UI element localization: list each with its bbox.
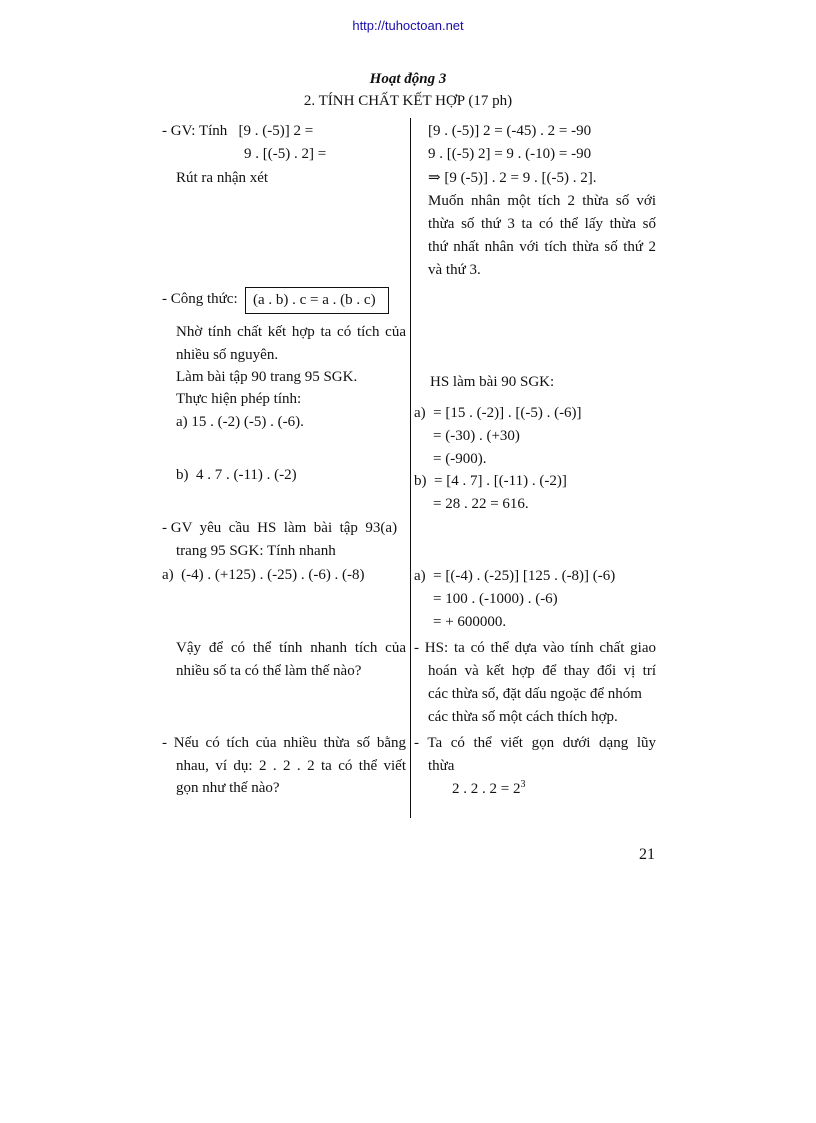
result-line-5: thừa số thứ 3 ta có thể lấy thừa số xyxy=(428,216,656,232)
conclude-text: Rút ra nhận xét xyxy=(176,170,269,186)
column-divider xyxy=(410,118,411,818)
gv-compute-line-2: 9 . [(-5) . 2] = xyxy=(244,146,327,162)
result-line-1: [9 . (-5)] 2 = (-45) . 2 = -90 xyxy=(428,123,592,139)
hs-exercise-90: HS làm bài 90 SGK: xyxy=(430,374,555,390)
result-line-2: 9 . [(-5) 2] = 9 . (-10) = -90 xyxy=(428,146,592,162)
answer-a-line-3: = (-900). xyxy=(433,451,487,467)
exercise-93-line-1: - GV yêu cầu HS làm bài tập 93(a) xyxy=(162,520,398,536)
answer-93a-line-2: = 100 . (-1000) . (-6) xyxy=(433,591,558,607)
result-line-4: Muốn nhân một tích 2 thừa số với xyxy=(428,193,656,209)
exercise-90b: b) 4 . 7 . (-11) . (-2) xyxy=(176,467,297,483)
result-line-7: và thứ 3. xyxy=(428,262,481,278)
exercise-93-line-2: trang 95 SGK: Tính nhanh xyxy=(176,543,336,559)
power-exponent: 3 xyxy=(520,779,526,790)
exercise-90a: a) 15 . (-2) (-5) . (-6). xyxy=(176,414,304,430)
section-title: 2. TÍNH CHẤT KẾT HỢP (17 ph) xyxy=(303,93,513,109)
gv-compute-line-1: - GV: Tính [9 . (-5)] 2 = xyxy=(162,123,314,139)
exercise-90: Làm bài tập 90 trang 95 SGK. xyxy=(176,369,358,385)
formula-label: - Công thức: xyxy=(162,291,238,307)
activity-title: Hoạt động 3 xyxy=(369,71,447,87)
power-answer-2: thừa xyxy=(428,758,455,774)
answer-93a-line-1: a) = [(-4) . (-25)] [125 . (-8)] (-6) xyxy=(414,568,616,584)
answer-93a-line-3: = + 600000. xyxy=(433,614,507,630)
power-question-3: gọn như thế nào? xyxy=(176,780,280,796)
power-answer-1: - Ta có thể viết gọn dưới dạng lũy xyxy=(414,735,656,751)
answer-b-line-1: b) = [4 . 7] . [(-11) . (-2)] xyxy=(414,473,567,489)
power-question-1: - Nếu có tích của nhiều thừa số bằng xyxy=(162,735,406,751)
answer-a-line-1: a) = [15 . (-2)] . [(-5) . (-6)] xyxy=(414,405,582,421)
hs-answer-4: các thừa số một cách thích hợp. xyxy=(428,709,618,725)
result-line-3: ⇒ [9 (-5)] . 2 = 9 . [(-5) . 2]. xyxy=(428,170,597,186)
power-question-2: nhau, ví dụ: 2 . 2 . 2 ta có thể viết xyxy=(176,758,406,774)
answer-b-line-2: = 28 . 22 = 616. xyxy=(433,496,529,512)
quick-question-2: nhiều số ta có thể làm thế nào? xyxy=(176,663,362,679)
power-base: 2 . 2 . 2 = 2 xyxy=(452,781,521,797)
exercise-93a: a) (-4) . (+125) . (-25) . (-6) . (-8) xyxy=(162,567,365,583)
result-line-6: thứ nhất nhân với tích thừa số thứ 2 xyxy=(428,239,656,255)
power-answer-3 xyxy=(452,779,525,799)
hs-answer-3: các thừa số, đặt dấu ngoặc để nhóm xyxy=(428,686,642,702)
header-url[interactable]: http://tuhoctoan.net xyxy=(352,18,464,33)
page-number: 21 xyxy=(639,846,655,863)
hs-answer-1: - HS: ta có thể dựa vào tính chất giao xyxy=(414,640,656,656)
answer-a-line-2: = (-30) . (+30) xyxy=(433,428,520,444)
assoc-line-2: nhiều số nguyên. xyxy=(176,347,279,363)
quick-question-1: Vậy để có thể tính nhanh tích của xyxy=(176,640,406,656)
perform-text: Thực hiện phép tính: xyxy=(176,391,302,407)
assoc-line-1: Nhờ tính chất kết hợp ta có tích của xyxy=(176,324,406,340)
formula: (a . b) . c = a . (b . c) xyxy=(253,292,376,308)
hs-answer-2: hoán và kết hợp để thay đổi vị trí xyxy=(428,663,656,679)
